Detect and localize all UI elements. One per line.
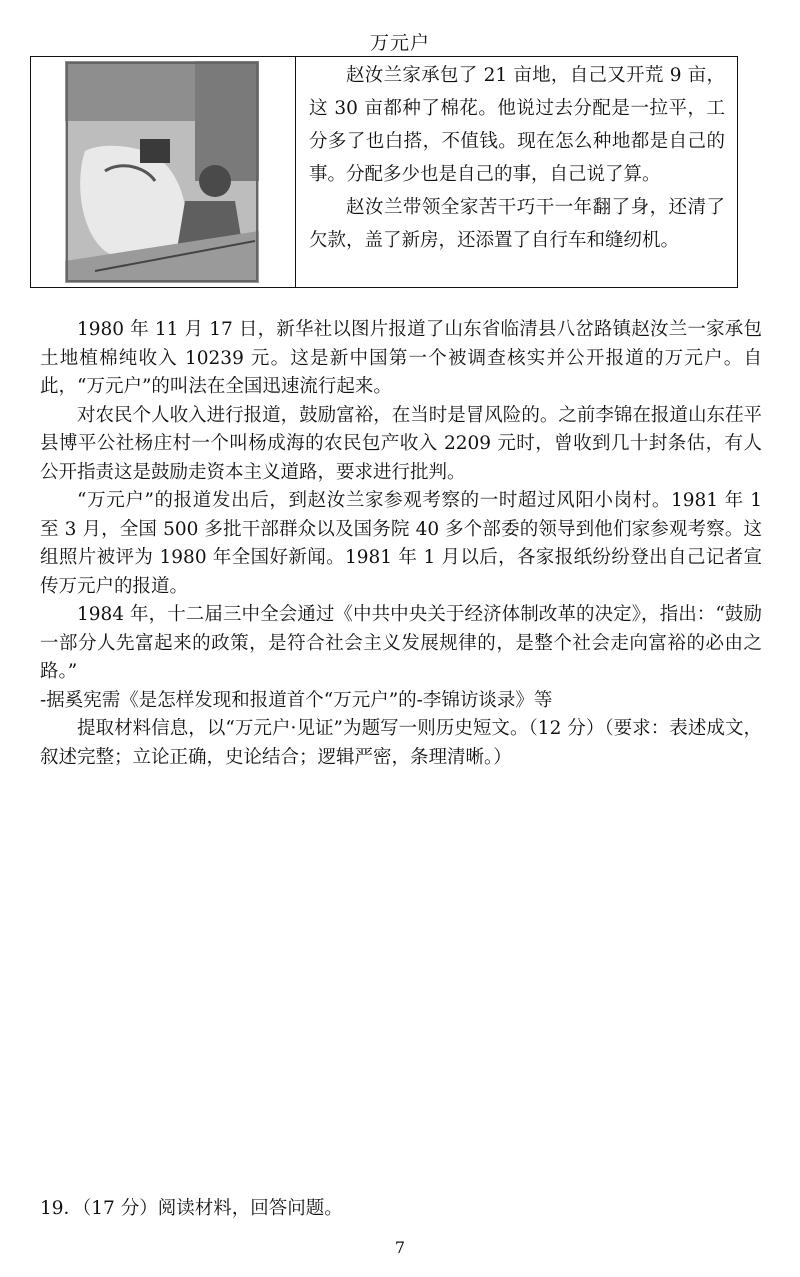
body-paragraph: 1980 年 11 月 17 日，新华社以图片报道了山东省临清县八岔路镇赵汝兰一家承包土地植棉纯收入 10239 元。这是新中国第一个被调查核实并公开报道的万元户。自此，“万元户”的叫法在全国迅速流行起来。 (40, 319, 762, 397)
question-prompt: 提取材料信息，以“万元户·见证”为题写一则历史短文。（12 分）（要求：表述成文，叙述完整；立论正确，史论结合；逻辑严密，条理清晰。） (40, 718, 762, 768)
body-paragraph: 对农民个人收入进行报道，鼓励富裕，在当时是冒风险的。之前李锦在报道山东茌平县博平公社杨庄村一个叫杨成海的农民包产收入 2209 元时，曾收到几十封条估，有人公开指责这是鼓励走资本主义道路，要求进行批判。 (40, 404, 762, 483)
photo-cell (31, 57, 296, 287)
material-text (299, 57, 737, 287)
body-text (40, 316, 762, 772)
body-paragraph: 1984 年，十二届三中全会通过《中共中央关于经济体制改革的决定》，指出：“鼓励一部分人先富起来的政策，是符合社会主义发展规律的，是整个社会走向富裕的必由之路。” (40, 604, 762, 682)
next-question: 19．（17 分）阅读材料，回答问题。 (40, 1198, 343, 1219)
source-citation: -据奚宪需《是怎样发现和报道首个“万元户”的-李锦访谈录》等 (40, 689, 553, 711)
historical-photo (65, 61, 259, 283)
body-paragraph: “万元户”的报道发出后，到赵汝兰家参观考察的一时超过风阳小岗村。1981 年 1 至 3 月，全国 500 多批干部群众以及国务院 40 多个部委的领导到他们家参观考察。这组照片被评为 1980 年全国好新闻。1981 年 1 月以后，各家报纸纷纷登出自己记者宣传万元户的报道。 (40, 490, 762, 597)
material-paragraph: 赵汝兰带领全家苦干巧干一年翻了身，还清了欠款，盖了新房，还添置了自行车和缝纫机。 (309, 197, 725, 251)
material-table (30, 56, 738, 288)
material-paragraph: 赵汝兰家承包了 21 亩地，自己又开荒 9 亩，这 30 亩都种了棉花。他说过去分配是一拉平，工分多了也白搭，不值钱。现在怎么种地都是自己的事。分配多少也是自己的事，自己说了算。 (309, 65, 725, 185)
material-caption: 万元户 (369, 32, 430, 54)
photo-illustration (65, 61, 259, 283)
page-number: 7 (394, 1238, 406, 1257)
